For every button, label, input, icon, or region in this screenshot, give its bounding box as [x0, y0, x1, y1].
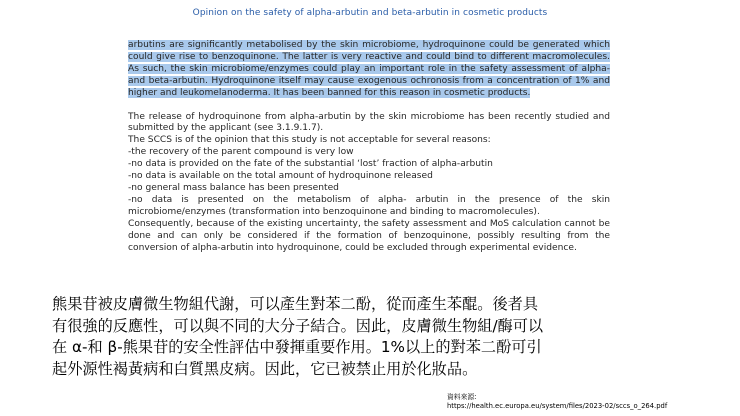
source-citation [447, 393, 667, 411]
reason-item: -no general mass balance has been presented [128, 182, 339, 193]
summary-line: 在 α-和 β-熊果苷的安全性評估中發揮重要作用。1%以上的對苯二酚可引 [52, 338, 542, 356]
conclusion-paragraph: Consequently, because of the existing uncertainty, the safety assessment and MoS calculation cannot be done and can only be considered if the formation of benzoquinone, possibly resulting from the conversion of alpha-arbutin into hydroquinone, could be excluded through experimental evidence. [128, 218, 610, 253]
summary-line: 起外源性褐黃病和白質黑皮病。因此，它已被禁止用於化妝品。 [52, 359, 478, 378]
release-paragraph: The release of hydroquinone from alpha-arbutin by the skin microbiome has been recently studied and submitted by the applicant (see 3.1.9.1.7). [128, 111, 610, 134]
reason-item: -the recovery of the parent compound is very low [128, 147, 354, 158]
chinese-summary [52, 294, 702, 380]
document-excerpt [128, 40, 610, 254]
paragraph-gap [128, 100, 610, 112]
reason-item: -no data is available on the total amount of hydroquinone released [128, 171, 433, 182]
sccs-intro: The SCCS is of the opinion that this study is not acceptable for several reasons: [128, 135, 491, 146]
document-header-title: Opinion on the safety of alpha-arbutin and beta-arbutin in cosmetic products [192, 8, 548, 18]
highlighted-text[interactable]: arbutins are significantly metabolised by the skin microbiome, hydroquinone could be generated which could give rise to benzoquinone. The latter is very reactive and could bind to different macromolecules. As such, the skin microbiome/enzymes could play an important role in the safety assessment of alpha-and beta-arbutin. Hydroquinone itself may cause exogenous ochronosis from a concentration of 1% and higher and leukomelanoderma. It has been banned for this reason in cosmetic products. [128, 40, 610, 98]
summary-line: 熊果苷被皮膚微生物組代謝，可以產生對苯二酚，從而產生苯醌。後者具 [52, 295, 538, 313]
reason-item: -no data is provided on the fate of the substantial ‘lost’ fraction of alpha-arbutin [128, 159, 493, 170]
reason-item-last: -no data is presented on the metabolism of alpha- arbutin in the presence of the skin microbiome/enzymes (transformation into benzoquinone and binding to macromolecules). [128, 194, 610, 217]
source-url[interactable]: https://health.ec.europa.eu/system/files/2023-02/sccs_o_264.pdf [447, 402, 668, 410]
highlighted-paragraph [128, 40, 610, 100]
summary-line: 有很強的反應性，可以與不同的大分子結合。因此，皮膚微生物組/酶可以 [52, 316, 544, 335]
source-label: 資料來源: [447, 393, 477, 401]
